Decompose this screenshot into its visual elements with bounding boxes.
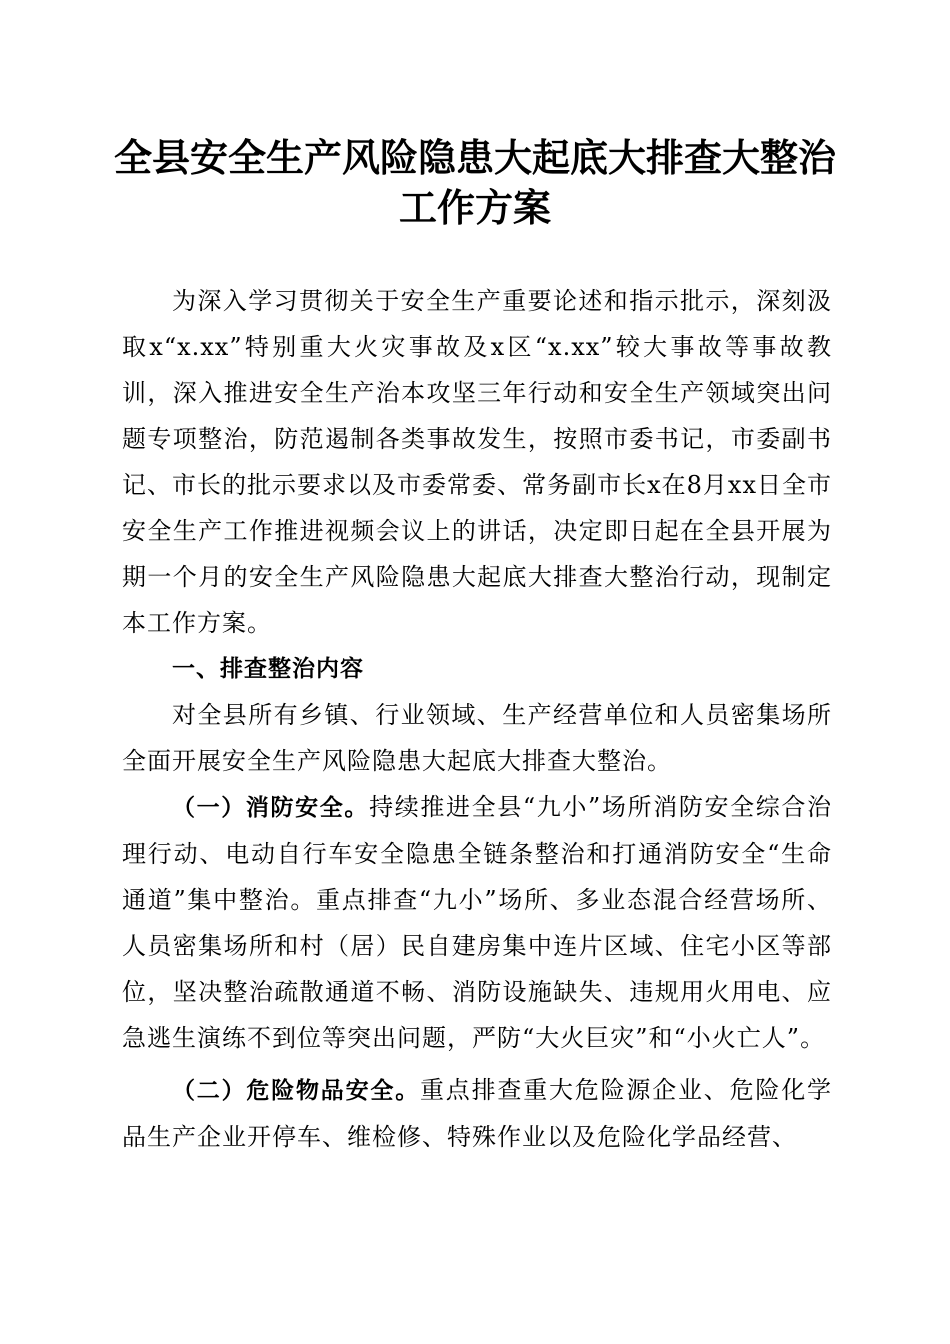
item-label: （一）消防安全。 [172,795,370,821]
item-text: 持续推进全县“九小”场所消防安全综合治理行动、电动自行车安全隐患全链条整治和打通消防安全“生命通道”集中整治。重点排查“九小”场所、多业态混合经营场所、人员密集场所和村（居）民自建房集中连片区域、住宅小区等部位，坚决整治疏散通道不畅、消防设施缺失、违规用火用电、应急逃生演练不到位等突出问题，严防“大火巨灾”和“小火亡人”。 [122,793,832,1052]
intro-paragraph: 为深入学习贯彻关于安全生产重要论述和指示批示，深刻汲取x“x.xx”特别重大火灾事故及x区“x.xx”较大事故等事故教训，深入推进安全生产治本攻坚三年行动和安全生产领域突出问题专项整治，防范遏制各类事故发生，按照市委书记，市委副书记、市长的批示要求以及市委常委、常务副市长x在8月xx日全市安全生产工作推进视频会议上的讲话，决定即日起在全县开展为期一个月的安全生产风险隐患大起底大排查大整治行动，现制定本工作方案。 [122,287,832,637]
item-hazardous-materials [122,1067,832,1160]
item-fire-safety [122,784,832,1061]
document-body [122,278,832,1160]
document-title: 全县安全生产风险隐患大起底大排查大整治工作方案 [113,135,836,230]
item-label: （二）危险物品安全。 [172,1078,420,1104]
section-heading: 一、排查整治内容 [172,656,364,682]
item-text: 重点排查重大危险源企业、危险化学品生产企业开停车、维检修、特殊作业以及危险化学品经营、 [122,1076,832,1151]
section-intro-paragraph: 对全县所有乡镇、行业领域、生产经营单位和人员密集场所全面开展安全生产风险隐患大起底大排查大整治。 [122,701,832,775]
